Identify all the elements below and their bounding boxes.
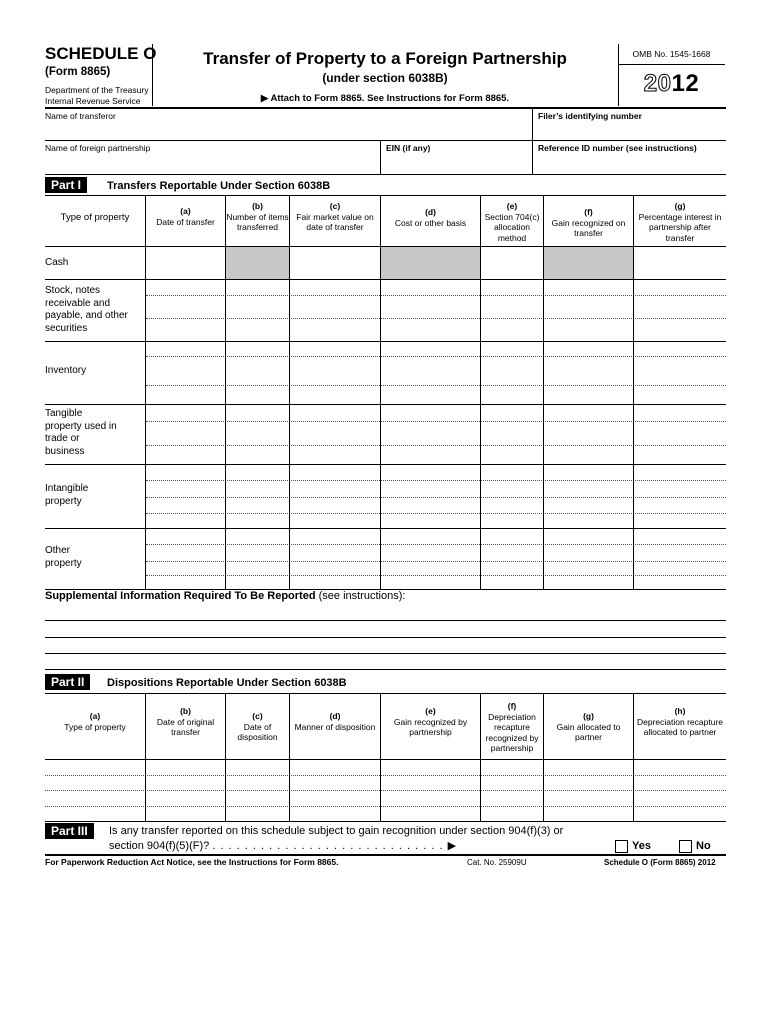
no-checkbox[interactable] xyxy=(679,840,692,853)
part1-title: Transfers Reportable Under Section 6038B xyxy=(107,180,331,192)
row-securities: Stock, notes receivable and payable, and other securities xyxy=(45,285,128,334)
p2-col-f-header: (f) Depreciation recapture recognized by partnership xyxy=(485,701,539,753)
no-label: No xyxy=(696,840,711,852)
part1-label: Part I xyxy=(45,177,87,193)
col-f-header: (f) Gain recognized on transfer xyxy=(551,207,626,238)
part3-question-cont: section 904(f)(5)(F)? . . . . . . . . . . . . . . . . . . . . . . . . . . . . . ▶ xyxy=(109,840,458,852)
p2-col-g-header: (g) Gain allocated to partner xyxy=(556,711,621,742)
transferor-name-field[interactable]: Name of transferor xyxy=(45,111,116,121)
yes-checkbox[interactable] xyxy=(615,840,628,853)
col-type-of-property: Type of property xyxy=(60,212,130,223)
footer-schedule: Schedule O (Form 8865) 2012 xyxy=(604,858,716,867)
row-intangible: Intangible property xyxy=(45,483,89,507)
col-d-header: (d) Cost or other basis xyxy=(394,207,467,228)
form-subtitle: (under section 6038B) xyxy=(322,71,448,85)
p2-col-h-header: (h) Depreciation recapture allocated to partner xyxy=(637,706,723,737)
p2-col-c-header: (c) Date of disposition xyxy=(237,711,278,742)
schedule-name: SCHEDULE O xyxy=(45,44,157,63)
paperwork-notice: For Paperwork Reduction Act Notice, see the Instructions for Form 8865. xyxy=(45,857,339,867)
p2-col-d-header: (d) Manner of disposition xyxy=(294,711,376,732)
part3-question: Is any transfer reported on this schedule subject to gain recognition under section 904(f)(3) or xyxy=(109,825,564,837)
form-title: Transfer of Property to a Foreign Partnership xyxy=(203,49,567,68)
col-b-header: (b) Number of items transferred xyxy=(226,201,289,232)
col-c-header: (c) Fair market value on date of transfer xyxy=(296,201,374,232)
partnership-name-field[interactable]: Name of foreign partnership xyxy=(45,143,151,153)
catalog-number: Cat. No. 25909U xyxy=(467,858,527,867)
part3-label: Part III xyxy=(45,823,94,839)
filer-id-field[interactable]: Filer’s identifying number xyxy=(538,111,642,121)
p2-col-e-header: (e) Gain recognized by partnership xyxy=(393,706,468,737)
row-inventory: Inventory xyxy=(45,365,87,376)
part2-title: Dispositions Reportable Under Section 6038B xyxy=(107,677,347,689)
p2-col-a-header: (a) Type of property xyxy=(64,711,126,732)
col-e-header: (e) Section 704(c) allocation method xyxy=(484,201,540,243)
form-number: (Form 8865) xyxy=(45,66,111,78)
tax-year: 2012 xyxy=(643,70,700,97)
col-g-header: (g) Percentage interest in partnership after transfer xyxy=(638,201,722,243)
attach-instruction: ▶ Attach to Form 8865. See Instructions for Form 8865. xyxy=(260,93,510,104)
row-cash: Cash xyxy=(45,257,69,268)
agency: Internal Revenue Service xyxy=(45,96,141,106)
omb-number: OMB No. 1545-1668 xyxy=(632,49,711,59)
department: Department of the Treasury xyxy=(45,85,149,95)
p2-col-b-header: (b) Date of original transfer xyxy=(156,706,215,737)
supplemental-info: Supplemental Information Required To Be Reported (see instructions): xyxy=(45,590,406,602)
col-a-header: (a) Date of transfer xyxy=(156,206,215,227)
reference-id-field[interactable]: Reference ID number (see instructions) xyxy=(538,143,697,153)
yes-label: Yes xyxy=(632,840,651,852)
ein-field[interactable]: EIN (if any) xyxy=(386,143,431,153)
row-tangible: Tangible property used in trade or business xyxy=(45,408,117,457)
row-other: Other property xyxy=(45,545,82,569)
part2-label: Part II xyxy=(45,674,90,690)
